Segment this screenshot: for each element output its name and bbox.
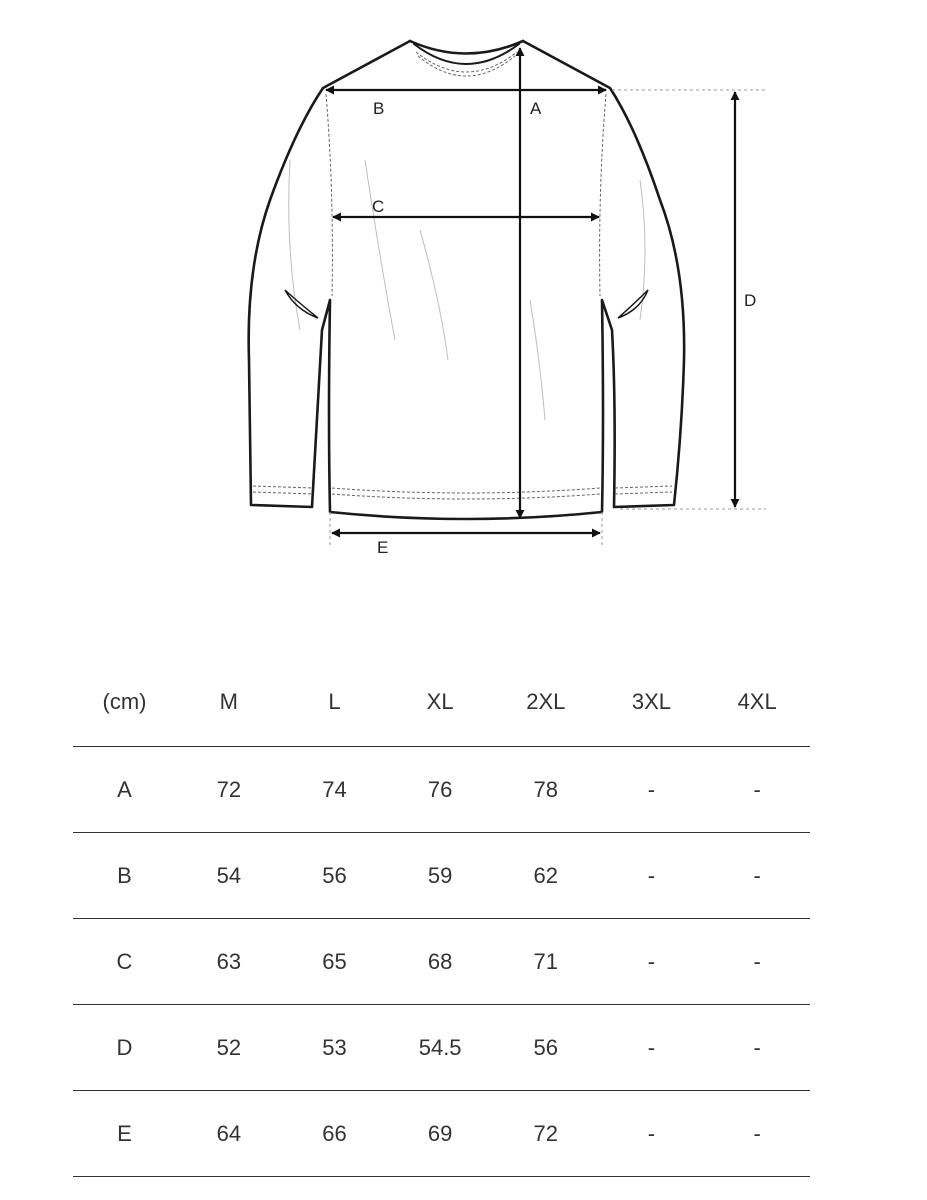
table-cell: 54.5	[387, 1005, 493, 1091]
table-cell: 64	[176, 1091, 282, 1177]
table-row	[73, 919, 810, 1005]
row-label: D	[73, 1005, 176, 1091]
table-cell: -	[599, 1005, 705, 1091]
table-cell: 53	[282, 1005, 388, 1091]
table-cell: 54	[176, 833, 282, 919]
sweatshirt-body-outline	[249, 41, 684, 519]
table-cell: 62	[493, 833, 599, 919]
label-e: E	[377, 538, 389, 557]
table-cell: -	[599, 833, 705, 919]
table-cell: -	[599, 919, 705, 1005]
fold-shading	[289, 160, 645, 420]
table-cell: 74	[282, 747, 388, 833]
table-cell: 72	[493, 1091, 599, 1177]
table-cell: 68	[387, 919, 493, 1005]
table-cell: 52	[176, 1005, 282, 1091]
table-cell: -	[704, 833, 810, 919]
size-header-m: M	[219, 688, 238, 714]
table-cell: 65	[282, 919, 388, 1005]
table-cell: -	[599, 1091, 705, 1177]
table-cell: -	[704, 747, 810, 833]
table-row	[73, 1005, 810, 1091]
label-a: A	[530, 99, 542, 118]
table-cell: -	[704, 1005, 810, 1091]
table-cell: -	[599, 747, 705, 833]
size-header-4xl: 4XL	[737, 688, 777, 714]
size-header-3xl: 3XL	[631, 688, 672, 714]
size-header-l: L	[328, 688, 341, 714]
label-b: B	[373, 99, 385, 118]
table-cell: 56	[493, 1005, 599, 1091]
row-label: B	[73, 833, 176, 919]
table-cell: 56	[282, 833, 388, 919]
table-row	[73, 833, 810, 919]
row-label: E	[73, 1091, 176, 1177]
label-d: D	[744, 291, 757, 310]
table-row	[73, 1091, 810, 1177]
table-cell: -	[704, 919, 810, 1005]
row-label: C	[73, 919, 176, 1005]
right-elbow-fold	[618, 290, 648, 318]
size-header-xl: XL	[426, 688, 454, 714]
table-cell: 66	[282, 1091, 388, 1177]
table-header-row	[73, 657, 810, 747]
table-cell: 72	[176, 747, 282, 833]
label-c: C	[372, 197, 385, 216]
left-elbow-fold	[285, 290, 318, 318]
size-chart-table	[73, 657, 810, 1177]
table-cell: 69	[387, 1091, 493, 1177]
measurement-guides	[330, 90, 766, 548]
table-cell: 63	[176, 919, 282, 1005]
table-cell: 59	[387, 833, 493, 919]
size-header-2xl: 2XL	[526, 688, 566, 714]
table-cell: 71	[493, 919, 599, 1005]
row-label: A	[73, 747, 176, 833]
table-cell: 78	[493, 747, 599, 833]
sweatshirt-outline	[249, 41, 684, 519]
table-cell: -	[704, 1091, 810, 1177]
table-cell: 76	[387, 747, 493, 833]
unit-header: (cm)	[102, 688, 147, 714]
measurement-arrows	[326, 48, 735, 533]
table-row	[73, 747, 810, 833]
